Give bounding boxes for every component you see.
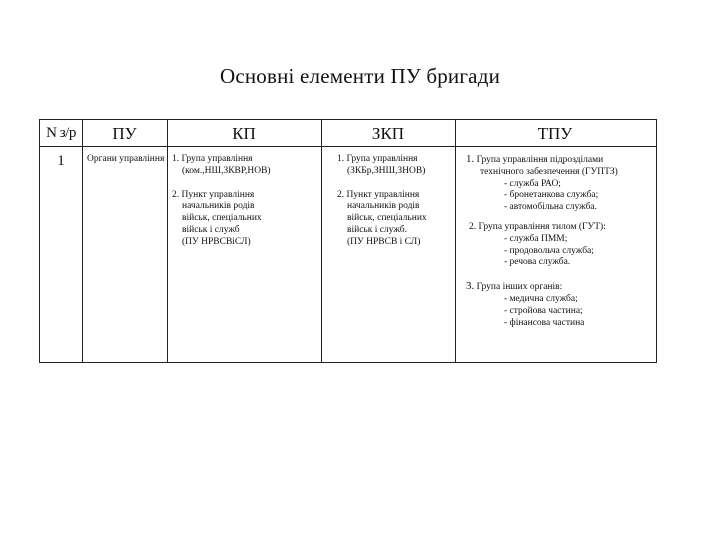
zkp-item-2-line-3: військ, спеціальних (347, 213, 427, 224)
cell-tpu (466, 154, 656, 329)
cell-kp (172, 154, 320, 249)
cell-pu (87, 154, 167, 166)
zkp-item-2-line-5: (ПУ НРВСВ і СЛ) (347, 236, 421, 247)
header-number: N з/р (46, 125, 76, 141)
tpu-item-3-line-1: Група інших органів: (476, 282, 563, 293)
tpu-item-1 (466, 154, 656, 167)
kp-item-2-line-1: Пункт управління (181, 189, 255, 200)
pu-text: Органи управління (87, 154, 165, 164)
column-divider (455, 120, 456, 362)
column-divider (82, 120, 83, 362)
zkp-item-1-number: 1. (337, 154, 345, 164)
tpu-item-2-sub-2: - продовольча служба; (504, 245, 594, 256)
tpu-item-1-line-1: Група управління підрозділами (476, 155, 604, 165)
kp-item-1-number: 1. (172, 154, 180, 164)
tpu-item-1-number: 1. (466, 153, 475, 165)
header-zkp: ЗКП (371, 124, 405, 143)
tpu-item-3 (466, 281, 656, 294)
kp-item-2-line-3: військ, спеціальних (182, 213, 262, 224)
tpu-item-3-sub-3: - фінансова частина (504, 317, 585, 328)
tpu-item-1-sub-2: - бронетанкова служба; (504, 190, 599, 201)
column-divider (167, 120, 168, 362)
header-kp: КП (232, 124, 256, 143)
tpu-item-2-number: 2. (469, 221, 477, 232)
cell-zkp (337, 154, 455, 249)
tpu-item-2 (466, 222, 656, 234)
header-pu: ПУ (112, 124, 137, 143)
tpu-item-2-line-1: Група управління тилом (ГУТ): (478, 221, 606, 232)
tpu-item-3-sub-1: - медична служба; (504, 293, 578, 304)
zkp-item-2-line-1: Пункт управління (346, 189, 420, 200)
kp-item-2-line-2: начальників родів (182, 201, 255, 212)
tpu-item-3-sub-2: - стройова частина; (504, 305, 583, 316)
kp-item-1 (172, 154, 320, 166)
tpu-item-1-sub-1: - служба РАО; (504, 178, 561, 189)
tpu-item-2-sub-1: - служба ПММ; (504, 233, 568, 244)
kp-item-1-line-2: (ком.,НШ,ЗКВР,НОВ) (182, 165, 271, 176)
kp-item-2-line-5: (ПУ НРВСВіСЛ) (182, 236, 251, 247)
zkp-item-1-line-1: Група управління (346, 154, 418, 164)
kp-item-2-number: 2. (172, 189, 180, 200)
zkp-item-1 (337, 154, 455, 166)
elements-table (39, 119, 657, 363)
row-number: 1 (57, 153, 65, 169)
zkp-item-2-line-4: військ і служб. (347, 224, 407, 235)
zkp-item-2-line-2: начальників родів (347, 201, 420, 212)
tpu-item-1-line-2: технічного забезпечення (ГУПТЗ) (480, 166, 618, 177)
header-tpu: ТПУ (537, 124, 573, 143)
tpu-item-2-sub-3: - речова служба. (504, 257, 571, 268)
page-title: Основні елементи ПУ бригади (219, 64, 501, 88)
zkp-item-2-number: 2. (337, 189, 345, 200)
tpu-item-3-number: 3. (466, 280, 475, 293)
column-divider (321, 120, 322, 362)
kp-item-1-line-1: Група управління (181, 154, 253, 164)
kp-item-2 (172, 190, 320, 202)
zkp-item-1-line-2: (ЗКБр,ЗНШ,ЗНОВ) (347, 165, 426, 176)
tpu-item-1-sub-3: - автомобільна служба. (504, 202, 598, 213)
kp-item-2-line-4: військ і служб (182, 224, 240, 235)
zkp-item-2 (337, 190, 455, 202)
